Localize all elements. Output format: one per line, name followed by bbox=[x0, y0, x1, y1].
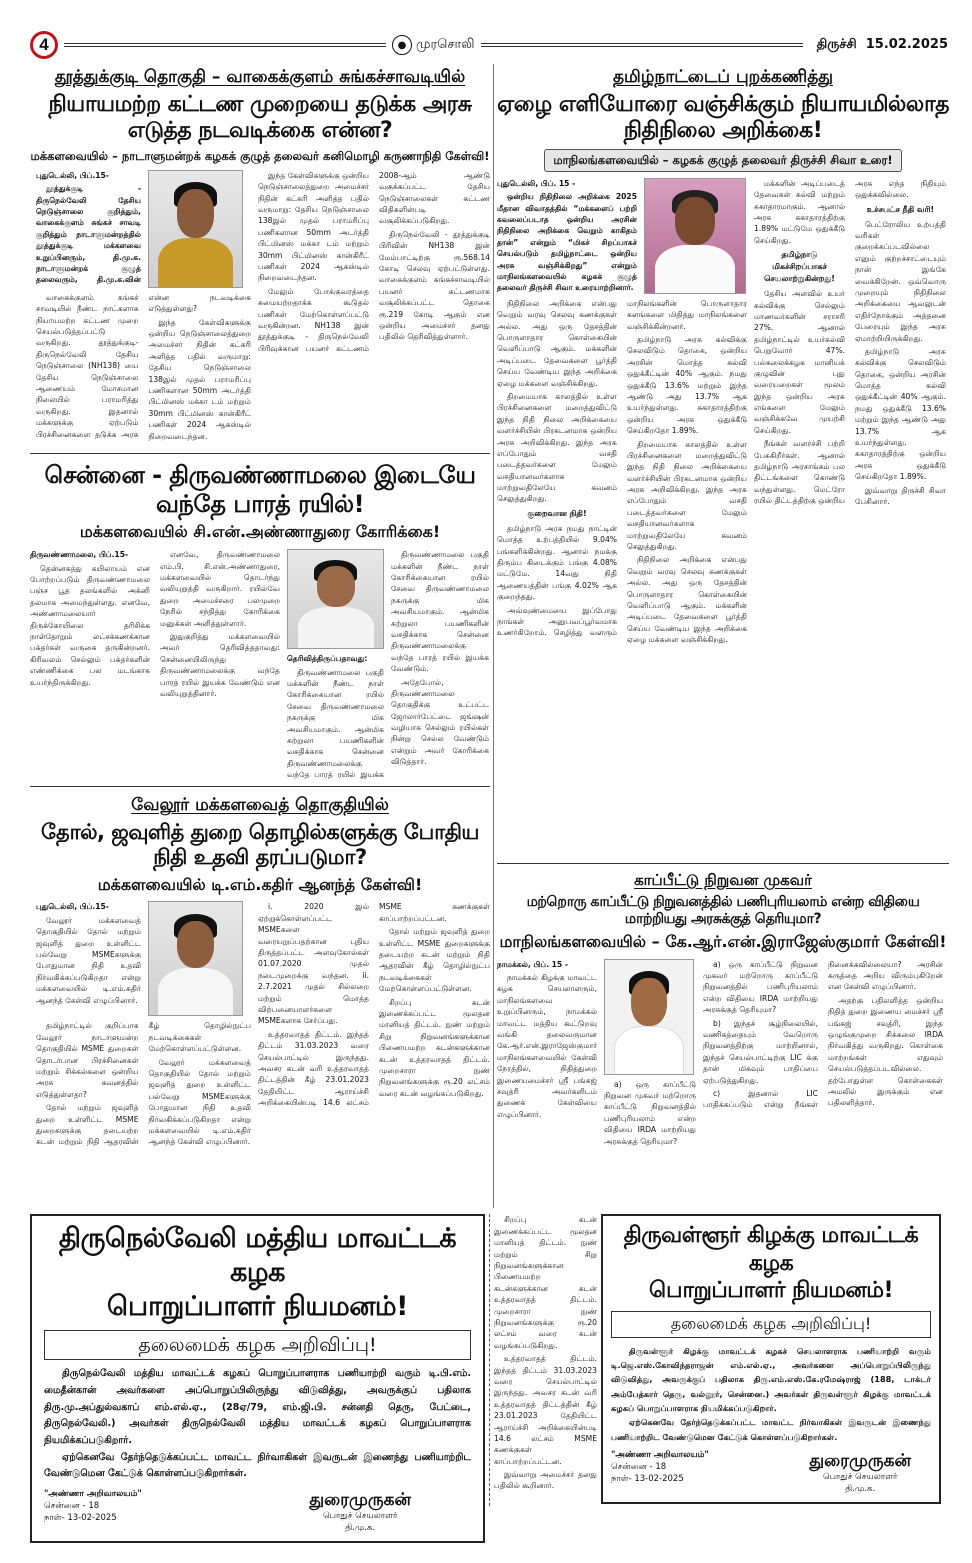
paragraph: b) இந்தச் சூழ்நிலையில், வணிகத்தையும் வேறொரு நிறுவனத்திற்கு மாற்றினால், இந்தச் செயல்பாட்டிற்கு LIC க்கு தான் மிகவும் பாதிப்பை ஏற்படுத்துகிறது. bbox=[703, 1018, 818, 1085]
article-subheadline: மாநிலங்களவையில் – கே.ஆர்.என்.இராஜேஸ்குமார் கேள்வி! bbox=[499, 931, 947, 951]
section-subhead: குறைவான நிதி! bbox=[527, 508, 587, 518]
announcement-tiruvallur bbox=[601, 1214, 941, 1504]
city: சென்னை - 18 bbox=[611, 1462, 667, 1473]
paragraph: தேசிய அளவில் உயர் கல்விக்கு செல்லும் மாணவர்களின் சராசரி 27%. ஆனால் தமிழ்நாட்டில் உயர்கல்வி பெறுவோர் 47%. பல்கலைக்கழக மானியக் குழுவின் புது வரையறைகள் மூலம் இந்த ஒன்றிய அரசு எங்களை மேலும் வஞ்சிக்கவே முயற்சி செய்கிறது. bbox=[754, 289, 845, 435]
bottom-row bbox=[30, 1214, 948, 1542]
dateline: புதுடெல்லி, பிப்.15- bbox=[36, 170, 109, 180]
article-body bbox=[36, 1020, 251, 1208]
paragraph: ஒன்றிய நிதிநிலை அறிக்கை 2025 மீதான விவாதத்தில் “மக்களைப் பற்றி கவலைப்படாத ஒன்றிய அரசின் நிதிநிலை அறிக்கை வெறும் காகிதம் தான்” என்றும் “மிகச் சிறப்பாகச் செயல்படும் தமிழ்நாட்டை ஒன்றிய அரசு வஞ்சிக்கிறது” என்றும் மாநிலங்களவையில் கழகக் குழுத் தலைவர் திருச்சி சிவா உரையாற்றினார். bbox=[497, 192, 637, 293]
paragraph: இவ்வாறு திருச்சி சிவா பேசினார். bbox=[855, 485, 946, 506]
paragraph: ஏற்கெனவே தேர்ந்தெடுக்கப்பட்ட மாவட்ட நிர்வாகிகள் இவருடன் இணைந்து பணியாற்றிட வேண்டுமென கேட்டுக் கொள்ளப்படுகிறார்கள். bbox=[611, 1417, 931, 1442]
paragraph: c) இதனால் LIC பாதிக்கப்படும் என்று நீங்கள் நினைக்கவில்லையா? அரசின் கருத்தை அறிய விரும்புகிறேன் என கேள்வி எழுப்பினார். bbox=[703, 959, 943, 1110]
article-lead bbox=[36, 170, 141, 288]
paragraph: இந்த கேள்விகளுக்கு ஒன்றிய நெடுஞ்சாலைத்துறை அமைச்சர் நிதின் கட்கரி அளித்த பதில் வருமாறு: தேசிய நெடுஞ்சாலை 138இல் முதல் பராமரிப்பு பணிகளான 50mm அடர்த்தி பிட்மினஸ் மக்கா டம் மற்றும் 30mm பிட்மினஸ் கான்கிரீட் பணிகள் 2024 ஆகஸ்டில் நிறைவடைந்தன. bbox=[258, 170, 369, 283]
announcement-text bbox=[611, 1344, 931, 1444]
photo-caption: தெரிவித்திருப்பதாவது: bbox=[287, 654, 368, 664]
photo-kathir-anand bbox=[148, 901, 243, 1016]
paragraph: மேலும் போக்குவரத்தை சுமையற்றதாக்க கூடுதல் பணிகள் மேற்கொள்ளப்பட்டு வருகின்றன. NH138 இன் தூத்துக்குடி - திருநெல்வேலி பிரிவுக்கான பயனர் கட்டணம் 2008-ஆம் ஆண்டு வகுக்கப்பட்ட தேசிய நெடுஞ்சாலைகள் கட்டண விதிகளின்படி வசூலிக்கப்படுகிறது. bbox=[258, 170, 490, 353]
paragraph: திருவள்ளூர் கிழக்கு மாவட்டக் கழகச் செயலாளராக பணியாற்றி வரும் டி.ஜெ.எஸ்.கோவிந்தராஜன் எம்.எல்.ஏ., அவர்களை அப்பொறுப்பிலிருந்து விடுவித்து, அவருக்குப் பதிலாக திரு.எம்.எஸ்.கே.ரமேஷ்ராஜ் (188, டாக்டர் அம்பேத்கார் தெரு, வல்லூர், சென்னை.) அவர்கள் திருவள்ளூர் கிழக்கு மாவட்டக் கழகப் பொறுப்பாளராக நியமிக்கப்படுகிறார். bbox=[611, 1345, 931, 1414]
paragraph: உத்தரவாதத் திட்டம். இந்தத் திட்டம் 31.03.2023 வரை செயல்பாட்டில் இருந்தது. அவசர கடன் வரி உத்தரவாதத் திட்டத்தின் கீழ் 23.01.2023 தேதியிட்ட ஆராய்ச்சி அறிக்கையின்படி 14.6 லட்சம் MSME கணக்குகள் காப்பாற்றப்பட்டன. bbox=[494, 1354, 597, 1466]
divider bbox=[30, 786, 490, 787]
paragraph: ஏற்கெனவே தேர்ந்தெடுக்கப்பட்ட மாவட்ட நிர்வாகிகள் இவருடன் இணைந்து பணியாற்றிட வேண்டுமென கேட்டுக் கொள்ளப்படுகிறார்கள். bbox=[44, 1451, 471, 1480]
paragraph: திருநெல்வேலி மத்திய மாவட்டக் கழகப் பொறுப்பாளராக பணியாற்றி வரும் டி.பி.எம். மைதீன்கான் அவர்களை அப்பொறுப்பிலிருந்து விடுவித்து, அவருக்குப் பதிலாக திரு.மு.அப்துல்வகாப் எம்.எல்.ஏ., (28ஏ/79, எம்.ஜி.பி. சன்னதி தெரு, பேட்டை, திருநெல்வேலி.) அவர்கள் திருநெல்வேலி மத்திய மாவட்டக் கழகப் பொறுப்பாளராக நியமிக்கப்படுகிறார். bbox=[44, 1368, 471, 1446]
page-number: 4 bbox=[30, 31, 58, 59]
paragraph: a) ஒரு காப்பீட்டு நிறுவன முகவர் மற்றொரு காப்பீட்டு நிறுவனத்தில் பணிபுரியலாம் என்ற விதியை IRDA மாற்றியது அரசுக்குத் தெரியுமா? bbox=[703, 959, 818, 1015]
paragraph: தமிழ்நாட்டில் குறிப்பாக வேலூர் நாடாளுமன்ற தொகுதியில் MSME துறைகள் தொடர்பான பிரச்சினைகள் மற்றும் சிக்கல்களை ஒன்றிய அரசு கவனத்தில் எடுத்துள்ளதா? bbox=[36, 1021, 139, 1099]
paragraph: அவ்வுண்மையை இப்போது நாங்கள் அனுபவப்பூர்வமாக உணர்கிறோம். செழித்து வளரும் மாநிலங்களின் பொருளாதார களங்களை மிதித்து மாநிலங்களை வஞ்சிக்கின்றனர். bbox=[497, 298, 747, 638]
dateline: புதுடெல்லி, பிப்.15- bbox=[36, 902, 109, 912]
article-headline: சென்னை - திருவண்ணாமலை இடையே வந்தே பாரத் ரயில்! bbox=[44, 460, 476, 518]
article-body bbox=[604, 1079, 696, 1163]
masthead bbox=[392, 35, 475, 55]
dateline: நாமக்கல், பிப். 15 - bbox=[497, 959, 568, 969]
dateline: திருவண்ணாமலை, பிப்.15- bbox=[30, 550, 129, 560]
article-body bbox=[754, 178, 946, 858]
column-divider bbox=[493, 64, 494, 1208]
paragraph: பெட்ரோலிய உற்பத்தி வரிகள் குறைக்கப்படவில்லை எனும் குற்றச்சாட்டையும் நான் இங்கே வைக்கிறேன். ஒவ்வொரு முறையும் நிதிநிலை அறிக்கையை ஆவலுடன் எதிர்நோக்கும் அத்தனை பேரையும் இந்த அரசு ஏமாற்றியிருக்கிறது. bbox=[855, 219, 946, 343]
paragraph: வேலூர் மக்களவைத் தொகுதியில் தோல் மற்றும் ஜவுளித் துறை உள்ளிட்ட பல்வேறு MSMEகளுக்கு போதுமான நிதி உதவி நிர்வகிக்கப்படுகிறதா என்று மக்களவையில் டி.எம்.கதிர் ஆனந்த் கேள்வி எழுப்பினார். bbox=[148, 1057, 251, 1147]
paragraph: சிறப்பு கடன் இணைக்கப்பட்ட மூலதன மானியத் திட்டம். நுண் மற்றும் சிறு நிறுவனங்களுக்கான பிணையமற்ற கடன்களுக்கான கடன் உத்தரவாதத் திட்டம். முறைசாரா நுண் நிறுவனங்களுக்கு ரூ.20 லட்சம் வரை கடன் வழங்கப்படுகிறது. bbox=[494, 1215, 597, 1350]
paragraph: திருநெல்வேலி - தூத்துக்குடி பிரிவின் NH138 இன் மேம்பாட்டிற்கு ரூ.568.14 கோடி செலவு ஏற்பட்டுள்ளது. வாகைக்குளம் சுங்கச்சாவடியில் பயனர் கட்டணமாக வசூலிக்கப்பட்ட தொகை ரூ.219 கோடி ஆகும் என ஒன்றிய அமைச்சர் தனது பதிலில் தெரிவித்துள்ளார். bbox=[379, 229, 490, 342]
article-subheadline: மக்களவையில் – நாடாளுமன்றக் கழகக் குழுத் தலைவர் கனிமொழி கருணாநிதி கேள்வி! bbox=[30, 148, 490, 163]
article-kicker: தமிழ்நாட்டைப் புறக்கணித்து bbox=[612, 67, 834, 87]
article-lead bbox=[497, 178, 637, 294]
article-body bbox=[287, 653, 384, 781]
paragraph: திருவண்ணாமலை பகுதி மக்களின் நீண்ட நாள் கோரிக்கையான ரயில் சேவை திருவண்ணாமலை நகருக்கு மிக அவசியமாகும். ஆன்மிக சுற்றுலா பயணிகளின் வசதிக்காக சென்னை திருவண்ணாமலைக்கு வந்தே பாரத் ரயில் இயக்க bbox=[287, 667, 384, 780]
paragraph: திறமையாக காலத்தில் உள்ள பிரச்சினைகளை மறைத்துவிட்டு இந்த நிதி நிலை அறிக்கையை வளர்ச்சியின் பிரகடனமாக ஒன்றிய அரசு அறிவிக்கிறது. இந்த அரசு எப்போதும் வசதி படைத்தவர்களை மேலும் வசதியானவர்களாக மாற்றுவதிலேயே கவனம் செலுத்துகிறது. bbox=[627, 439, 747, 552]
edition-date bbox=[817, 37, 948, 53]
paragraph: வேலூர் மக்களவைத் தொகுதியில் தோல் மற்றும் ஜவுளித் துறை உள்ளிட்ட பல்வேறு MSMEகளுக்கு போதுமான நிதி உதவி நிர்வகிக்கப்படுகிறதா என்று மக்களவையில் டி.எம்.கதிர் ஆனந்த் கேள்வி எழுப்பினார். bbox=[36, 915, 141, 1005]
paragraph: நிதிநிலை அறிக்கை என்பது வெறும் வரவு செலவு கணக்குகள் அல்ல. அது ஒரு தேசத்தின் பொருளாதார கொள்கையின் வெளிப்பாடு ஆகும். மக்களின் அடிப்படை தேவைகளை பூர்த்தி செய்ய வேண்டிய இந்த அறிக்கை ஏழை மக்களை வஞ்சிக்கிறது. bbox=[497, 298, 617, 388]
article-vellore bbox=[30, 792, 490, 1208]
header-rule bbox=[64, 43, 386, 47]
page-header bbox=[30, 30, 948, 60]
place: "அண்ணா அறிவாலயம்" bbox=[44, 1488, 142, 1499]
article-body bbox=[258, 170, 490, 448]
paragraph: அதேபோல், திருவண்ணாமலை தொகுதிக்கு உட்பட்ட ஜோலார்பேட்டை ஜங்ஷன் வழியாக செல்லும் ரயில்கள் நின்று செல்ல வேண்டும் என்றும் அவர் கோரிக்கை விடுத்தார். bbox=[391, 677, 489, 767]
announcement-title: பொறுப்பாளர் நியமனம்! bbox=[107, 1290, 408, 1322]
announcement-tirunelveli bbox=[30, 1214, 485, 1542]
section-subhead: உச்சபட்ச நீதி வரி! bbox=[866, 204, 935, 214]
article-subheadline: மக்களவையில் டி.எம்.கதிர் ஆனந்த் கேள்வி! bbox=[97, 874, 423, 894]
article-body bbox=[36, 292, 251, 448]
issue-date: 15.02.2025 bbox=[865, 37, 948, 52]
divider bbox=[497, 863, 949, 864]
announcement-label: தலைமைக் கழக அறிவிப்பு! bbox=[44, 1330, 471, 1361]
article-body bbox=[497, 298, 747, 858]
edition-city: திருச்சி bbox=[816, 37, 857, 52]
photo-annadurai bbox=[287, 549, 384, 649]
signatory: துரைமுருகன் bbox=[809, 1451, 911, 1472]
designation: பொதுச் செயலாளர் bbox=[323, 1510, 398, 1521]
paragraph: தோல் மற்றும் ஜவுளித் துறை உள்ளிட்ட MSME துறைகளுக்கு தடையற்ற கடன் மற்றும் நிதி ஆதரவின் கீழ் தொழில்நுட்ப நடவடிக்கைகள் மேற்கொள்ளப்பட்டுள்ளன. bbox=[379, 927, 490, 994]
signatory: துரைமுருகன் bbox=[309, 1489, 411, 1510]
paragraph: சிறப்பு கடன் இணைக்கப்பட்ட மூலதன மானியத் திட்டம். நுண் மற்றும் சிறு நிறுவனங்களுக்கான பிணையமற்ற கடன்களுக்கான கடன் உத்தரவாதத் திட்டம். முறைசாரா நுண் நிறுவனங்களுக்கு ரூ.20 லட்சம் வரை கடன் வழங்கப்படுகிறது. bbox=[379, 997, 490, 1098]
paragraph: இந்த கேள்விகளுக்கு ஒன்றிய நெடுஞ்சாலைத்துறை அமைச்சர் நிதின் கட்கரி அளித்த பதில் வருமாறு: தேசிய நெடுஞ்சாலை 138இல் முதல் பராமரிப்பு பணிகளான 50mm அடர்த்தி பிட்மினஸ் மக்கா டம் மற்றும் 30mm பிட்மினஸ் கான்கிரீட் பணிகள் 2024 ஆகஸ்டில் நிறைவடைந்தன. bbox=[148, 317, 251, 441]
photo-trichy-siva bbox=[644, 178, 746, 294]
paragraph: இதுகுறித்து மக்களவையில் அவர் தெரிவித்ததாவது: சென்னையிலிருந்து திருவண்ணாமலைக்கு வந்தே பாரத் ரயில் இயக்க வேண்டும் என வலியுறுத்தினார். bbox=[160, 631, 280, 698]
article-vande-bharat bbox=[30, 459, 490, 781]
article-body bbox=[258, 901, 490, 1208]
announcement-label: தலைமைக் கழக அறிவிப்பு! bbox=[611, 1311, 931, 1338]
paragraph: தோல் மற்றும் ஜவுளித் துறை உள்ளிட்ட MSME துறைகளுக்கு தடையற்ற கடன் மற்றும் நிதி ஆதரவின் கீழ் தொழில்நுட்ப நடவடிக்கைகள் மேற்கொள்ளப்பட்டுள்ளன. bbox=[36, 1021, 251, 1147]
place: "அண்ணா அறிவாலயம்" bbox=[611, 1450, 709, 1461]
article-headline: ஏழை எளியோரை வஞ்சிக்கும் நியாயமில்லாத நிதிநிலை அறிக்கை! bbox=[497, 92, 949, 144]
paragraph: i. 2020 இல் ஏற்றுக்கொள்ளப்பட்ட MSMEகளை வரையறுப்பதற்கான புதிய திருத்தப்பட்ட அளவுகோல்கள் 01.07.2020 முதல் நடைமுறைக்கு வந்தன. ii. 2.7.2021 முதல் சில்லறை மற்றும் மொத்த விற்பனையாளர்களை MSMEகளாக சேர்ப்பது. bbox=[258, 902, 369, 1026]
announcement-title: திருநெல்வேலி மத்திய மாவட்டக் கழக bbox=[58, 1223, 457, 1289]
article-body bbox=[703, 959, 943, 1163]
paragraph: உத்தரவாதத் திட்டம். இந்தத் திட்டம் 31.03.2023 வரை செயல்பாட்டில் இருந்தது. அவசர கடன் வரி உத்தரவாதத் திட்டத்தின் கீழ் 23.01.2023 தேதியிட்ட ஆராய்ச்சி அறிக்கையின்படி 14.6 லட்சம் MSME கணக்குகள் காப்பாற்றப்பட்டன. bbox=[258, 902, 490, 1108]
article-body bbox=[391, 549, 489, 781]
paragraph: நாமக்கல் கிழக்கு மாவட்ட கழக செயலாளரும், மாநிலங்களவை உறுப்பினரும், நாமக்கல் மாவட்ட மத்திய கூட்டுறவு வங்கி தலைவருமான கே.ஆர்.என்.இராஜேஸ்குமார் மாநிலங்களவையில் கேள்வி நேரத்தில், நிதித்துறை இணையமைச்சர் ஸ்ரீ பங்கஜ் சவுத்ரி அவர்களிடம் துணைக் கேள்வியை எழுப்பினார். bbox=[497, 973, 597, 1119]
article-subheadline: மாநிலங்களவையில் – கழகக் குழுத் தலைவர் திருச்சி சிவா உரை! bbox=[544, 149, 901, 172]
section-subhead: தமிழ்நாடு மிகச்சிறப்பாகச் செயலாற்றுகின்றது! bbox=[764, 250, 835, 284]
paragraph: வாகைக்குளம் சுங்கச் சாவடியில் நீண்ட நாட்களாக நியாயமற்ற கட்டண முறை செயல்படுத்தப்பட்டு வருகிறது. தூத்துக்குடி-திருநெல்வேலி தேசிய நெடுஞ்சாலை (NH138) யை தேசிய நெடுஞ்சாலை ஆணையம் மோசமான நிலையில் பராமரித்து வருகிறது. இதனால் மக்களுக்கு ஏற்படும் பிரச்சினைகளை தடுக்க அரசு என்ன நடவடிக்கை எடுத்துள்ளது? bbox=[36, 292, 251, 439]
article-kicker: தூத்துக்குடி தொகுதி – வாகைக்குளம் சுங்கச்சாவடியில் bbox=[54, 67, 466, 87]
article-body bbox=[497, 959, 597, 1163]
city: சென்னை - 18 bbox=[44, 1500, 100, 1511]
divider bbox=[30, 453, 490, 454]
paragraph: a) ஒரு காப்பீட்டு நிறுவன முகவர் மற்றொரு காப்பீட்டு நிறுவனத்தில் பணிபுரியலாம் என்ற விதியை IRDA மாற்றியது அரசுக்குத் தெரியுமா? bbox=[604, 1079, 696, 1146]
date: நாள்- 13-02-2025 bbox=[611, 1473, 684, 1484]
article-lead bbox=[36, 901, 141, 1016]
party: தி.மு.க. bbox=[845, 1484, 876, 1495]
paragraph: இவ்வாறு அமைச்சர் தனது பதிலில் கூறினார். bbox=[494, 1470, 597, 1491]
paper-name: முரசொலி bbox=[416, 37, 475, 52]
paragraph: எனவே, திருவண்ணாமலை எம்.பி. சி.என்.அண்ணாதுரை, மக்களவையில் தொடர்ந்து வலியுறுத்தி வருகிறார். ரயில்வே துறை அமைச்சரை பலமுறை நேரில் சந்தித்து கோரிக்கை மனுக்கள் அளித்துள்ளார். bbox=[160, 550, 280, 628]
announcement-title: திருவள்ளூர் கிழக்கு மாவட்டக் கழக bbox=[623, 1223, 919, 1276]
article-trichy-siva bbox=[497, 64, 949, 858]
dateline: புதுடெல்லி, பிப். 15 - bbox=[497, 178, 576, 188]
left-column bbox=[30, 64, 490, 1208]
article-body-continued bbox=[489, 1214, 597, 1506]
article-headline: மற்றொரு காப்பீட்டு நிறுவனத்தில் பணிபுரியலாம் என்ற விதியை மாற்றியது அரசுக்குத் தெரியுமா? bbox=[526, 894, 920, 928]
header-rule bbox=[481, 43, 803, 47]
paragraph: திருவண்ணாமலை பகுதி மக்களின் நீண்ட நாள் கோரிக்கையான ரயில் சேவை திருவண்ணாமலை நகருக்கு மிக அவசியமாகும். ஆன்மிக சுற்றுலா பயணிகளின் வசதிக்காக சென்னை திருவண்ணாமலைக்கு வந்தே பாரத் ரயில் இயக்க வேண்டும். bbox=[391, 550, 489, 674]
announcement-title: பொறுப்பாளர் நியமனம்! bbox=[649, 1278, 893, 1304]
paragraph: தமிழ்நாடு அரசு கல்விக்கு செலவிடும் தொகை, ஒன்றிய அரசின் மொத்த கல்வி ஒதுக்கீட்டின் 40% ஆகும். நமது ஒதுக்கீடு 13.6% மற்றும் இந்த ஆண்டு அது 13.7% ஆக உயர்ந்துள்ளது. சுகாதாரத்திற்கு ஒன்றிய அரசு ஒதுக்கீடு செய்கிறதோ 1.89%. bbox=[855, 346, 946, 482]
designation: பொதுச் செயலாளர் bbox=[823, 1472, 898, 1483]
paragraph: நிதிநிலை அறிக்கை என்பது வெறும் வரவு செலவு கணக்குகள் அல்ல. அது ஒரு தேசத்தின் பொருளாதார கொள்கையின் வெளிப்பாடு ஆகும். மக்களின் அடிப்படை தேவைகளை பூர்த்தி செய்ய வேண்டிய இந்த அறிக்கை ஏழை மக்களை வஞ்சிக்கிறது. bbox=[627, 555, 747, 645]
paragraph: திறமையாக காலத்தில் உள்ள பிரச்சினைகளை மறைத்துவிட்டு இந்த நிதி நிலை அறிக்கையை வளர்ச்சியின் பிரகடனமாக ஒன்றிய அரசு அறிவிக்கிறது. இந்த அரசு எப்போதும் வசதி படைத்தவர்களை மேலும் வசதியானவர்களாக மாற்றுவதிலேயே கவனம் செலுத்துகிறது. bbox=[497, 391, 617, 504]
party: தி.மு.க. bbox=[345, 1522, 376, 1533]
date: நாள்- 13-02-2025 bbox=[44, 1512, 117, 1523]
paragraph: மக்களின் அடிப்படைத் தேவைகள் கல்வி மற்றும் சுகாதாரமாகும். ஆனால் அரசு சுகாதாரத்திற்கு 1.89% மட்டுமே ஒதுக்கீடு செய்கிறது. bbox=[754, 178, 845, 245]
paragraph: அதற்கு பதிலளித்த ஒன்றிய நிதித் துறை இணைய மைச்சர் ஸ்ரீ பங்கஜ் சவுத்ரி, இந்த ஒழுங்குமுறை சிக்கலை IRDA நிர்வகித்து வருகிறது. கொள்கை மாற்றங்கள் எதுவும் செயல்படுத்தப்படவில்லை. தற்போதுள்ள கொள்கைகள் அமலில் இருக்கும் என பதிலளித்தார். bbox=[828, 995, 943, 1108]
main-columns bbox=[30, 64, 948, 1208]
paragraph: தமிழ்நாடு அரசு கல்விக்கு செலவிடும் தொகை, ஒன்றிய அரசின் மொத்த கல்வி ஒதுக்கீட்டின் 40% ஆகும். நமது ஒதுக்கீடு 13.6% மற்றும் இந்த ஆண்டு அது 13.7% ஆக உயர்ந்துள்ளது. சுகாதாரத்திற்கு ஒன்றிய அரசு ஒதுக்கீடு செய்கிறதோ 1.89%. bbox=[627, 334, 747, 436]
drum-logo-icon: ● bbox=[392, 35, 412, 55]
right-column bbox=[497, 64, 949, 1163]
photo-kanimozhi bbox=[148, 170, 243, 288]
article-headline: நியாயமற்ற கட்டண முறையை தடுக்க அரசு எடுத்த நடவடிக்கை என்ன? bbox=[48, 92, 472, 144]
paragraph: தென்னகத்து கயிலாயம் என போற்றப்படும் திருவண்ணாமலை பஞ்ச பூத தலங்களில் அக்னி தலமாக அமைந்துள்ளது. எனவே, அண்ணாமலையார் திருக்கோயிலை தரிசிக்க நாள்தோறும் லட்சக்கணக்கான பக்தர்கள் வருகை தருகின்றனர். கிரிவலம் செல்லும் பக்தர்களின் எண்ணிக்கை பல மடங்காக உயர்ந்திருக்கிறது. bbox=[30, 563, 150, 687]
article-insurance-agent bbox=[497, 869, 949, 1163]
article-kicker: காப்பீட்டு நிறுவன முகவர் bbox=[634, 870, 812, 889]
paragraph: தமிழ்நாடு அரசு நமது நாட்டின் மொத்த உற்பத்தியில் 9.04% பங்களிக்கின்றது. ஆனால் நமக்கு திரும்ப கிடைக்கும் பங்கு 4.08% மட்டுமே. 14வது நிதி ஆணையத்தின் பங்கு 4.02% ஆக குறைந்தது. bbox=[497, 523, 617, 602]
announcement-text bbox=[44, 1366, 471, 1482]
photo-rajeshkumar bbox=[604, 959, 694, 1075]
article-headline: தோல், ஜவுளித் துறை தொழில்களுக்கு போதிய நிதி உதவி தரப்படுமா? bbox=[41, 820, 479, 870]
article-body bbox=[30, 549, 280, 781]
paragraph: தூத்துக்குடி - திருநெல்வேலி தேசிய நெடுஞ்சாலை குறித்தும், வாகைக்குளம் சுங்கச் சாவடி குறித்தும் நாடாளுமன்றத்தில் தூத்துக்குடி மக்களவை உறுப்பினரும், தி.மு.க. நாடாளுமன்றக் குழுத் தலைவரும், தி.மு.க.வின் bbox=[36, 184, 141, 285]
article-subheadline: மக்களவையில் சி.என்.அண்ணாதுரை கோரிக்கை! bbox=[79, 522, 441, 542]
article-kicker: வேலூர் மக்களவைத் தொகுதியில் bbox=[131, 795, 389, 816]
paragraph: நீங்கள் வளர்ச்சி பற்றி பேசுகிறீர்கள். ஆனால் தமிழ்நாடு அரசாங்கம் பல திட்டங்களை கொண்டு வந்துள்ளது. மெட்ரோ ரயில் திட்டத்திற்கு ஒன்றிய அரசு எந்த நிதியும் ஒதுக்கவில்லை. bbox=[754, 178, 946, 506]
article-thoothukudi bbox=[30, 64, 490, 448]
